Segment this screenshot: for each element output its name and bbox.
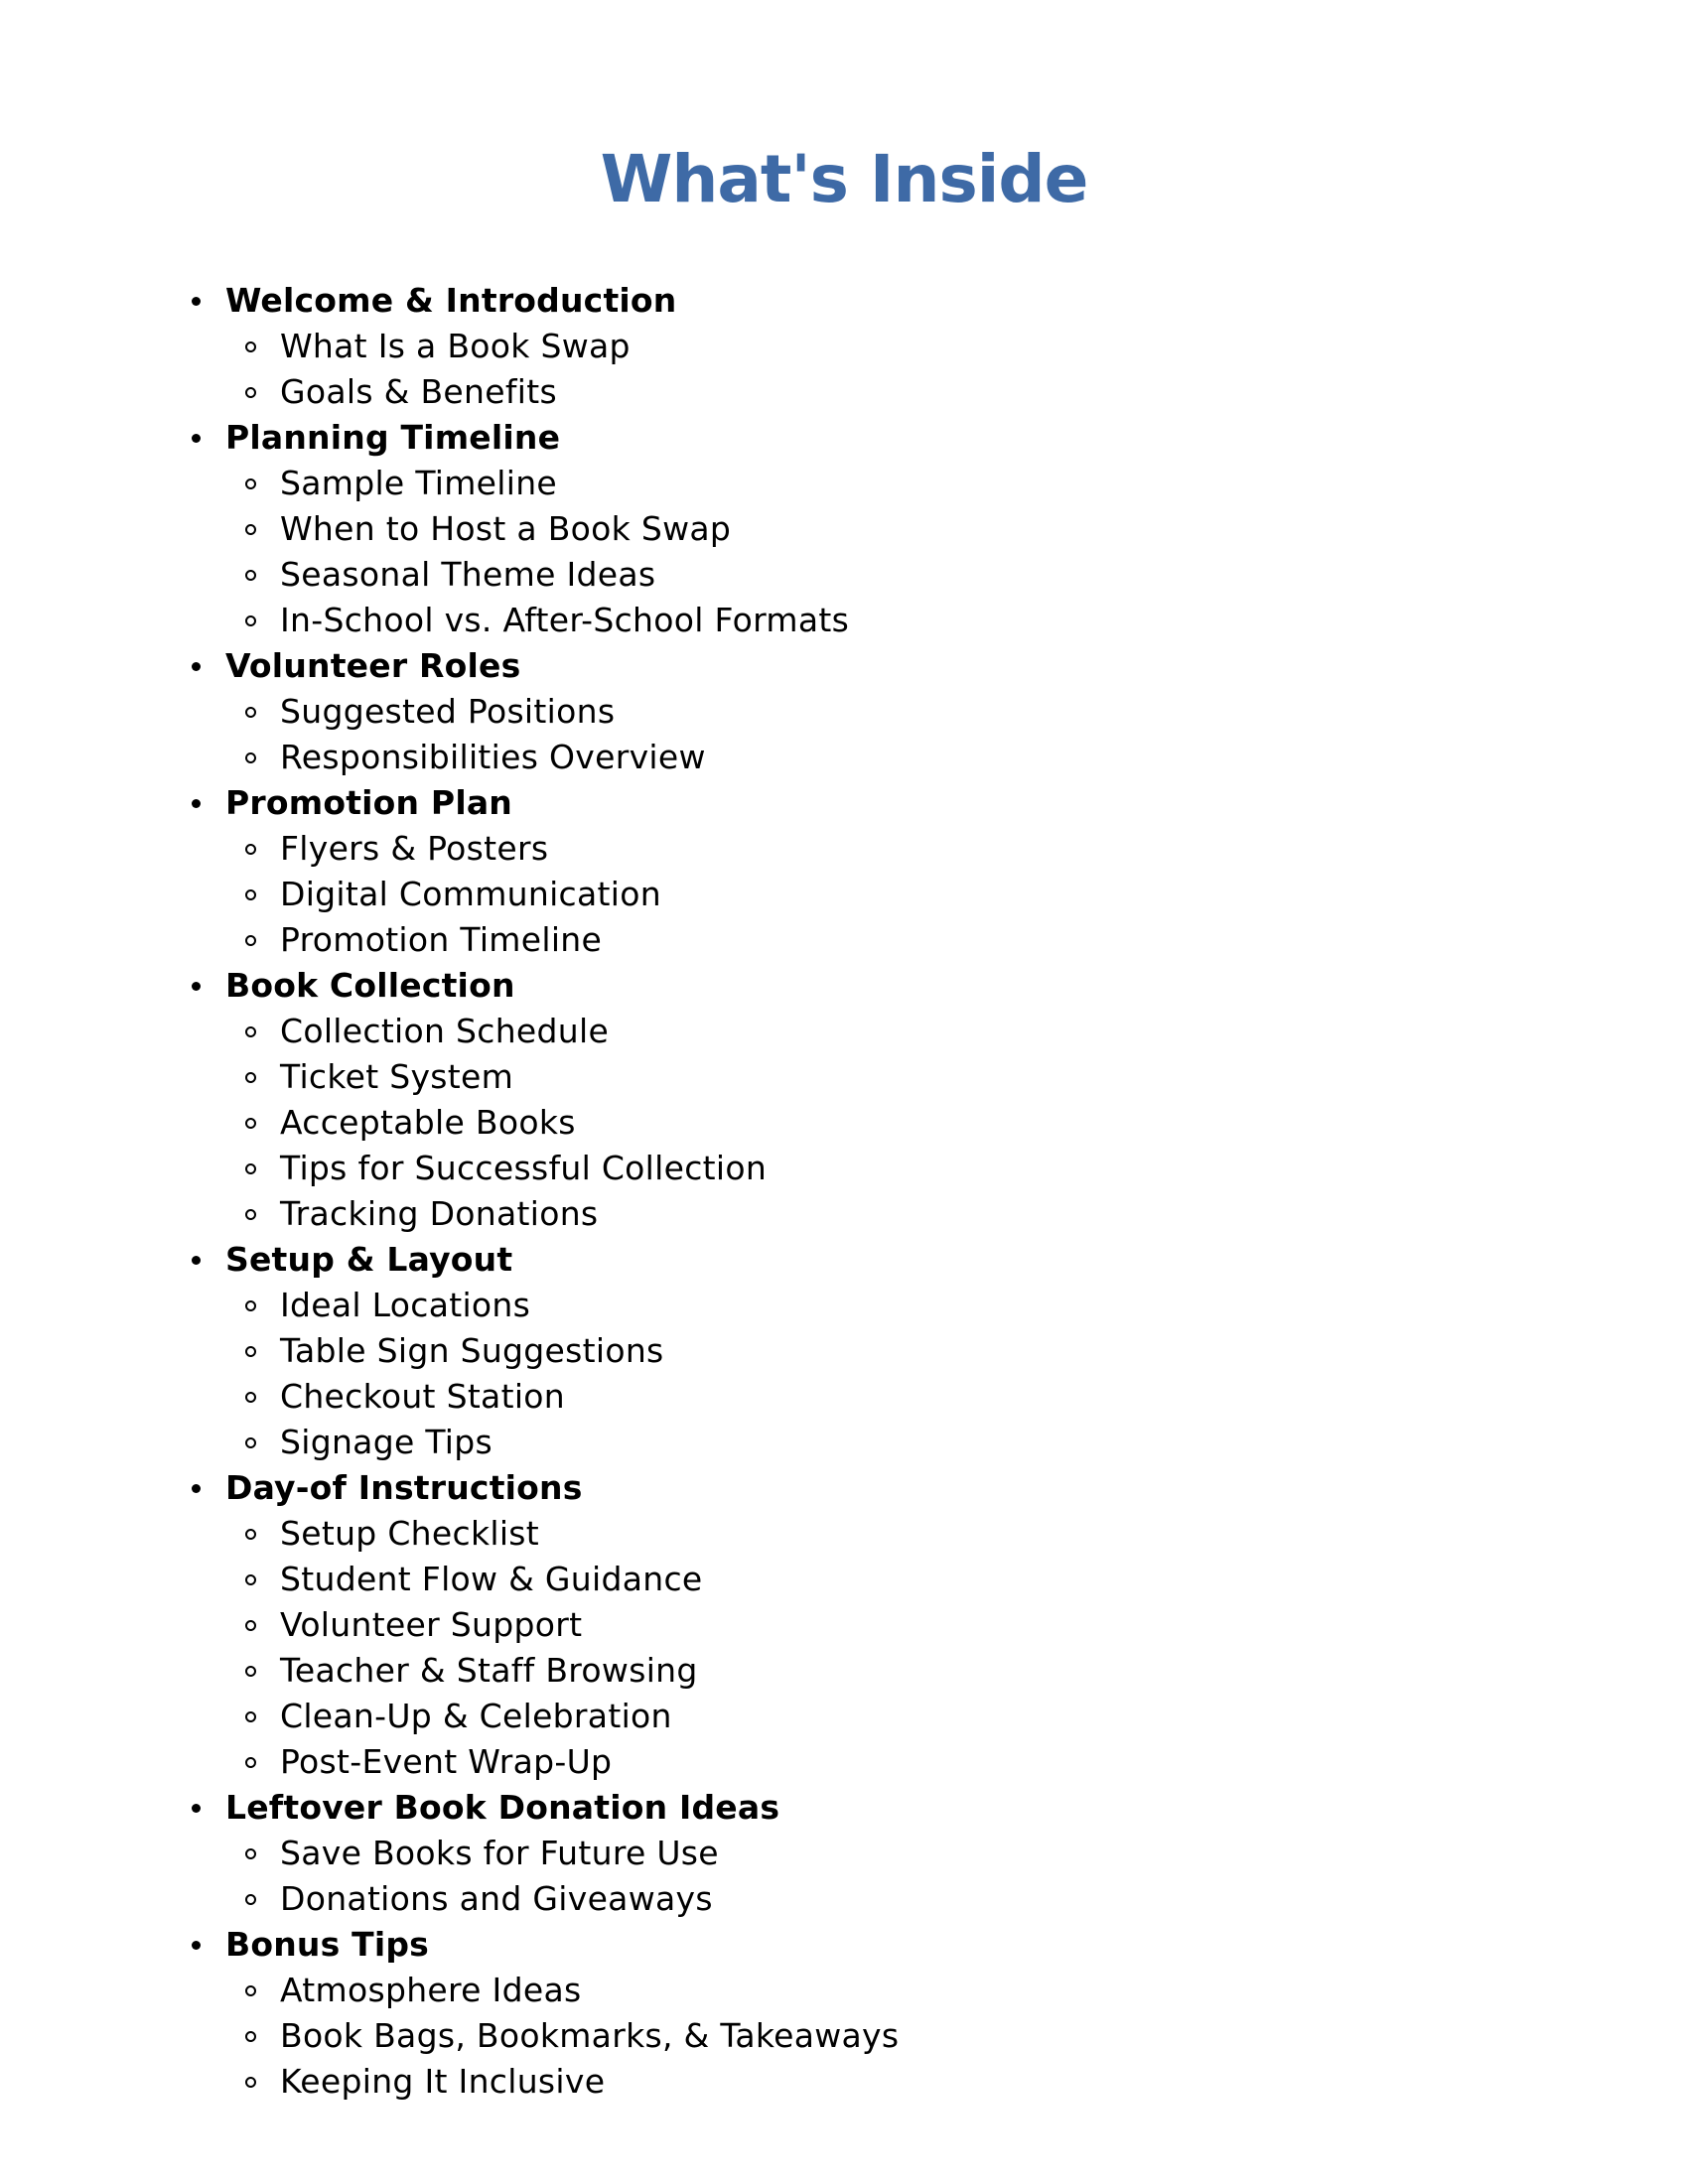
hollow-bullet-icon bbox=[245, 707, 256, 718]
subsection-title: When to Host a Book Swap bbox=[280, 509, 732, 548]
subsection-title: Sample Timeline bbox=[280, 464, 558, 502]
toc-section bbox=[184, 415, 1475, 643]
filled-bullet-icon bbox=[192, 662, 201, 671]
toc-section bbox=[184, 1237, 1475, 1465]
hollow-bullet-icon bbox=[245, 1300, 256, 1311]
toc-subsection-list bbox=[184, 689, 1475, 780]
subsection-title: Tips for Successful Collection bbox=[280, 1149, 768, 1187]
subsection-title: Goals & Benefits bbox=[280, 372, 557, 411]
toc-section bbox=[184, 963, 1475, 1237]
toc-subsection-item bbox=[184, 1557, 1475, 1602]
hollow-bullet-icon bbox=[245, 1574, 256, 1585]
section-title: Planning Timeline bbox=[225, 418, 561, 457]
toc-subsection-item bbox=[184, 1968, 1475, 2013]
toc-subsection-item bbox=[184, 1009, 1475, 1054]
subsection-title: Volunteer Support bbox=[280, 1605, 583, 1644]
toc-section bbox=[184, 278, 1475, 415]
toc-subsection-item bbox=[184, 1876, 1475, 1922]
toc-subsection-list bbox=[184, 1831, 1475, 1922]
toc-subsection-list bbox=[184, 324, 1475, 415]
toc-subsection-list bbox=[184, 826, 1475, 963]
filled-bullet-icon bbox=[192, 1484, 201, 1493]
hollow-bullet-icon bbox=[245, 1529, 256, 1540]
section-title: Volunteer Roles bbox=[225, 646, 521, 685]
hollow-bullet-icon bbox=[245, 844, 256, 855]
filled-bullet-icon bbox=[192, 1804, 201, 1813]
subsection-title: Ticket System bbox=[280, 1057, 514, 1096]
toc-section-heading bbox=[184, 1785, 1475, 1831]
toc-subsection-item bbox=[184, 324, 1475, 369]
toc-subsection-item bbox=[184, 1831, 1475, 1876]
hollow-bullet-icon bbox=[245, 1848, 256, 1859]
hollow-bullet-icon bbox=[245, 524, 256, 535]
toc-subsection-item bbox=[184, 2059, 1475, 2105]
toc-subsection-item bbox=[184, 689, 1475, 735]
hollow-bullet-icon bbox=[245, 615, 256, 626]
subsection-title: Clean-Up & Celebration bbox=[280, 1697, 672, 1735]
subsection-title: Table Sign Suggestions bbox=[280, 1331, 664, 1370]
toc-subsection-item bbox=[184, 872, 1475, 917]
filled-bullet-icon bbox=[192, 1941, 201, 1950]
subsection-title: Flyers & Posters bbox=[280, 829, 549, 868]
subsection-title: Atmosphere Ideas bbox=[280, 1971, 582, 2009]
subsection-title: Promotion Timeline bbox=[280, 920, 603, 959]
toc-section-heading bbox=[184, 643, 1475, 689]
filled-bullet-icon bbox=[192, 799, 201, 808]
toc-section bbox=[184, 643, 1475, 780]
subsection-title: What Is a Book Swap bbox=[280, 327, 631, 365]
toc-subsection-item bbox=[184, 1328, 1475, 1374]
hollow-bullet-icon bbox=[245, 1209, 256, 1220]
subsection-title: Checkout Station bbox=[280, 1377, 565, 1416]
subsection-title: Keeping It Inclusive bbox=[280, 2062, 606, 2101]
section-title: Day-of Instructions bbox=[225, 1468, 583, 1507]
toc-subsection-item bbox=[184, 1694, 1475, 1739]
toc-subsection-item bbox=[184, 1191, 1475, 1237]
subsection-title: Student Flow & Guidance bbox=[280, 1560, 703, 1598]
toc-subsection-item bbox=[184, 826, 1475, 872]
toc-subsection-item bbox=[184, 917, 1475, 963]
hollow-bullet-icon bbox=[245, 1894, 256, 1905]
hollow-bullet-icon bbox=[245, 570, 256, 581]
hollow-bullet-icon bbox=[245, 1026, 256, 1037]
subsection-title: Collection Schedule bbox=[280, 1012, 610, 1050]
section-title: Setup & Layout bbox=[225, 1240, 513, 1279]
hollow-bullet-icon bbox=[245, 1072, 256, 1083]
toc-section-heading bbox=[184, 278, 1475, 324]
filled-bullet-icon bbox=[192, 1256, 201, 1265]
table-of-contents bbox=[184, 278, 1475, 2105]
filled-bullet-icon bbox=[192, 982, 201, 991]
toc-subsection-list bbox=[184, 461, 1475, 643]
hollow-bullet-icon bbox=[245, 752, 256, 763]
subsection-title: Save Books for Future Use bbox=[280, 1834, 719, 1872]
toc-subsection-item bbox=[184, 598, 1475, 643]
hollow-bullet-icon bbox=[245, 1985, 256, 1996]
hollow-bullet-icon bbox=[245, 1437, 256, 1448]
hollow-bullet-icon bbox=[245, 1620, 256, 1631]
toc-section-heading bbox=[184, 415, 1475, 461]
subsection-title: Acceptable Books bbox=[280, 1103, 576, 1142]
toc-subsection-item bbox=[184, 369, 1475, 415]
hollow-bullet-icon bbox=[245, 1666, 256, 1677]
toc-subsection-list bbox=[184, 1009, 1475, 1237]
subsection-title: Responsibilities Overview bbox=[280, 738, 706, 776]
toc-subsection-item bbox=[184, 552, 1475, 598]
hollow-bullet-icon bbox=[245, 1392, 256, 1403]
toc-section-heading bbox=[184, 780, 1475, 826]
toc-subsection-item bbox=[184, 461, 1475, 506]
toc-section bbox=[184, 1465, 1475, 1785]
subsection-title: Digital Communication bbox=[280, 875, 661, 913]
hollow-bullet-icon bbox=[245, 1118, 256, 1129]
subsection-title: Ideal Locations bbox=[280, 1286, 531, 1324]
hollow-bullet-icon bbox=[245, 2031, 256, 2042]
subsection-title: Book Bags, Bookmarks, & Takeaways bbox=[280, 2016, 900, 2055]
toc-section bbox=[184, 1922, 1475, 2105]
toc-subsection-list bbox=[184, 1283, 1475, 1465]
hollow-bullet-icon bbox=[245, 478, 256, 489]
page-title: What's Inside bbox=[600, 141, 1088, 217]
toc-subsection-item bbox=[184, 1054, 1475, 1100]
subsection-title: Teacher & Staff Browsing bbox=[280, 1651, 698, 1690]
toc-section-heading bbox=[184, 963, 1475, 1009]
subsection-title: In-School vs. After-School Formats bbox=[280, 601, 850, 639]
toc-subsection-item bbox=[184, 1100, 1475, 1146]
filled-bullet-icon bbox=[192, 297, 201, 306]
hollow-bullet-icon bbox=[245, 387, 256, 398]
filled-bullet-icon bbox=[192, 434, 201, 443]
section-title: Leftover Book Donation Ideas bbox=[225, 1788, 780, 1827]
subsection-title: Suggested Positions bbox=[280, 692, 616, 731]
toc-section bbox=[184, 1785, 1475, 1922]
subsection-title: Seasonal Theme Ideas bbox=[280, 555, 656, 594]
section-title: Bonus Tips bbox=[225, 1925, 430, 1964]
hollow-bullet-icon bbox=[245, 2077, 256, 2088]
toc-subsection-item bbox=[184, 1374, 1475, 1420]
toc-subsection-item bbox=[184, 506, 1475, 552]
toc-section-heading bbox=[184, 1922, 1475, 1968]
toc-subsection-item bbox=[184, 1283, 1475, 1328]
section-title: Welcome & Introduction bbox=[225, 281, 677, 320]
toc-subsection-item bbox=[184, 1146, 1475, 1191]
subsection-title: Post-Event Wrap-Up bbox=[280, 1742, 613, 1781]
toc-section bbox=[184, 780, 1475, 963]
toc-section-heading bbox=[184, 1465, 1475, 1511]
hollow-bullet-icon bbox=[245, 341, 256, 352]
toc-subsection-list bbox=[184, 1511, 1475, 1785]
hollow-bullet-icon bbox=[245, 1711, 256, 1722]
toc-subsection-item bbox=[184, 1602, 1475, 1648]
hollow-bullet-icon bbox=[245, 1757, 256, 1768]
section-title: Book Collection bbox=[225, 966, 515, 1005]
subsection-title: Setup Checklist bbox=[280, 1514, 540, 1553]
hollow-bullet-icon bbox=[245, 935, 256, 946]
hollow-bullet-icon bbox=[245, 1346, 256, 1357]
toc-subsection-item bbox=[184, 735, 1475, 780]
subsection-title: Tracking Donations bbox=[280, 1194, 599, 1233]
toc-subsection-item bbox=[184, 1648, 1475, 1694]
section-title: Promotion Plan bbox=[225, 783, 512, 822]
toc-subsection-item bbox=[184, 1511, 1475, 1557]
subsection-title: Donations and Giveaways bbox=[280, 1879, 713, 1918]
toc-subsection-item bbox=[184, 1420, 1475, 1465]
hollow-bullet-icon bbox=[245, 1163, 256, 1174]
toc-subsection-item bbox=[184, 1739, 1475, 1785]
toc-subsection-item bbox=[184, 2013, 1475, 2059]
subsection-title: Signage Tips bbox=[280, 1423, 492, 1461]
hollow-bullet-icon bbox=[245, 889, 256, 900]
toc-section-heading bbox=[184, 1237, 1475, 1283]
toc-subsection-list bbox=[184, 1968, 1475, 2105]
